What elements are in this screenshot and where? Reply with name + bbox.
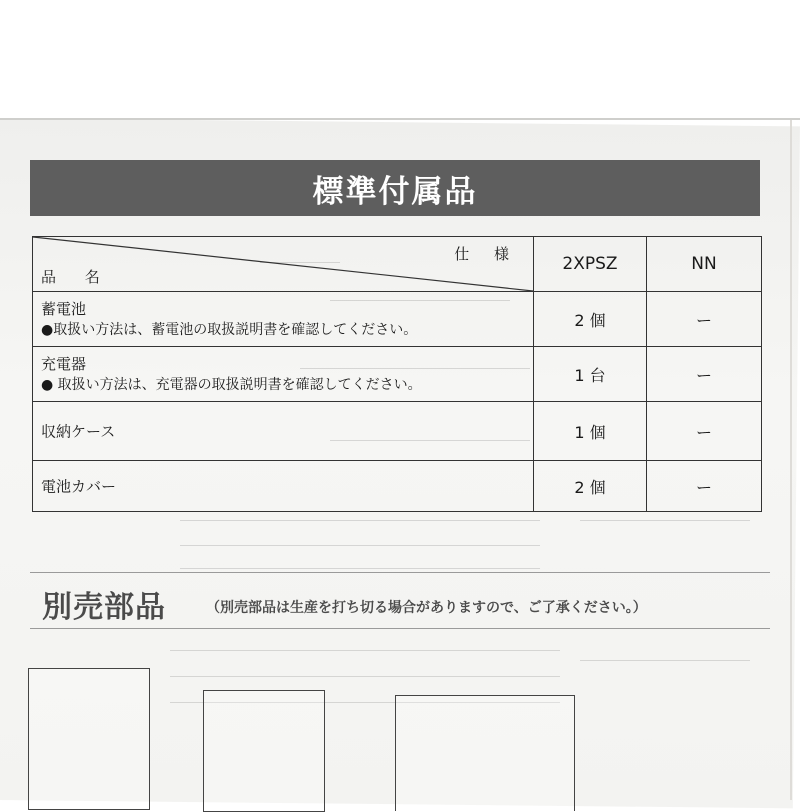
table-row (33, 347, 762, 402)
model-header-nn: NN (647, 237, 762, 292)
item-name-header: 品 名 (41, 268, 112, 286)
optional-parts-note: （別売部品は生産を打ち切る場合がありますので、ご了承ください。） (206, 600, 647, 616)
optional-parts-title: 別売部品 (42, 590, 166, 625)
section-divider-bottom (30, 628, 770, 629)
item-name: 蓄電池 (41, 300, 87, 318)
item-cell (33, 347, 534, 402)
show-through-line (180, 568, 540, 569)
show-through-line (580, 660, 750, 661)
section-title: 標準付属品 (312, 173, 478, 210)
table-row (33, 292, 762, 347)
qty-nn: ー (647, 461, 762, 512)
item-name: 充電器 (41, 355, 87, 373)
paper-right-edge (790, 120, 792, 800)
qty-nn: ー (647, 347, 762, 402)
qty-2xpsz: 1 台 (534, 347, 647, 402)
show-through-line (180, 520, 540, 521)
item-name: 電池カバー (41, 477, 117, 496)
model-header-2xpsz: 2XPSZ (534, 237, 647, 292)
optional-part-box (203, 690, 325, 812)
qty-nn: ー (647, 402, 762, 461)
show-through-line (170, 650, 560, 651)
item-note: ● 取扱い方法は、充電器の取扱説明書を確認してください。 (41, 377, 422, 393)
table-row (33, 402, 762, 461)
paper-top-edge (0, 118, 800, 120)
spec-header: 仕 様 (454, 245, 519, 263)
table-row (33, 461, 762, 512)
item-cell (33, 461, 534, 512)
accessories-table (32, 236, 762, 512)
item-name: 収納ケース (41, 422, 116, 441)
qty-2xpsz: 2 個 (534, 461, 647, 512)
header-name-spec-cell (33, 237, 534, 292)
item-cell (33, 292, 534, 347)
qty-2xpsz: 1 個 (534, 402, 647, 461)
standard-accessories-banner (30, 160, 760, 216)
item-note: ●取扱い方法は、蓄電池の取扱説明書を確認してください。 (41, 322, 418, 338)
section-divider-top (30, 572, 770, 573)
show-through-line (180, 545, 540, 546)
show-through-line (580, 520, 750, 521)
item-cell (33, 402, 534, 461)
show-through-line (170, 676, 560, 677)
qty-nn: ー (647, 292, 762, 347)
table-header-row (33, 237, 762, 292)
optional-part-box (395, 695, 575, 811)
qty-2xpsz: 2 個 (534, 292, 647, 347)
optional-part-box (28, 668, 150, 810)
